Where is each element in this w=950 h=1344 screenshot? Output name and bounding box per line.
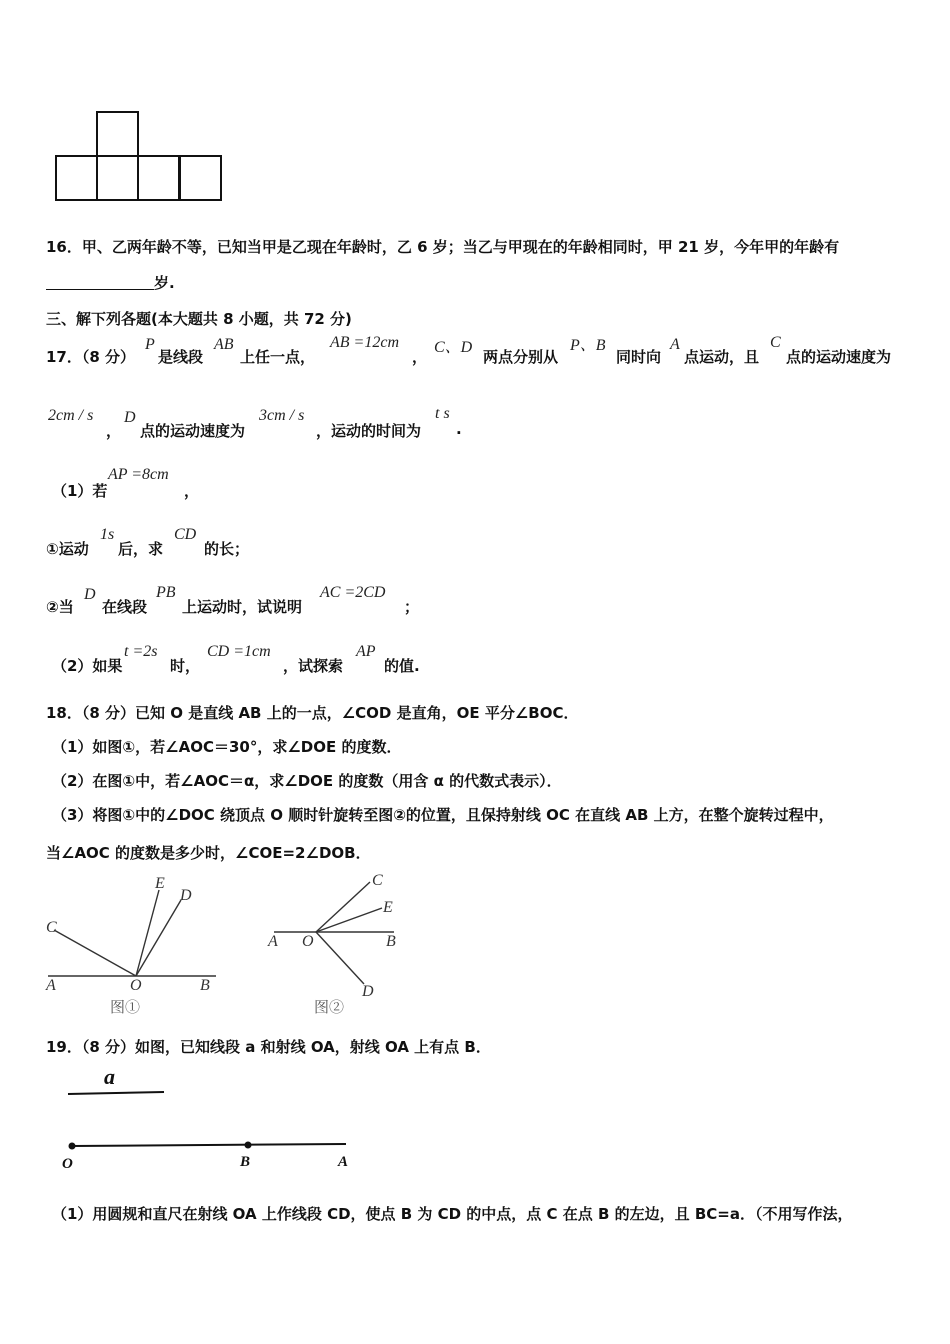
figure-2-caption: 图② <box>314 1000 345 1016</box>
label-D: D <box>180 887 192 904</box>
ray-OC <box>316 882 370 932</box>
math-D: D <box>124 409 136 426</box>
q17-sub1-end: ， <box>184 482 200 500</box>
q17-text-5: 同时向 <box>616 348 662 366</box>
math-AP-8cm: AP =8cm <box>108 466 169 483</box>
q18-sub3-line1: （3）将图①中的∠DOC 绕顶点 O 顺时针旋转至图②的位置，且保持射线 OC 在直线 AB 上方，在整个旋转过程中， <box>52 806 834 824</box>
math-1s: 1s <box>100 526 115 543</box>
q17-text-6: 点运动，且 <box>684 348 760 366</box>
ray-OA <box>72 1144 346 1146</box>
math-t-2s: t =2s <box>124 643 158 660</box>
label-E: E <box>383 899 393 916</box>
label-O: O <box>130 977 142 994</box>
math-AP: AP <box>356 643 376 660</box>
math-speed-d: 3cm / s <box>259 407 305 424</box>
q19-title: 19．（8 分）如图，已知线段 a 和射线 OA，射线 OA 上有点 B． <box>46 1038 491 1056</box>
point-B <box>245 1142 252 1149</box>
math-CD: CD <box>174 526 197 543</box>
ray-OE <box>136 890 159 976</box>
math-AC-2CD: AC =2CD <box>320 584 386 601</box>
q17-text-9: ，运动的时间为 <box>316 422 422 440</box>
q17-c2-b: 在线段 <box>102 598 148 616</box>
label-O: O <box>62 1156 73 1172</box>
q16-unit: 岁. <box>154 274 175 292</box>
q17-sub2-c: ，试探索 <box>283 657 344 675</box>
q17-sub2-a: （2）如果 <box>52 657 123 675</box>
math-PB: PB <box>156 584 176 601</box>
ray-OA-figure <box>50 1130 370 1174</box>
point-O <box>69 1143 76 1150</box>
figure-1 <box>40 868 230 1020</box>
q17-text-10: . <box>456 420 462 438</box>
math-D-2: D <box>84 586 96 603</box>
ray-OE <box>316 908 382 932</box>
label-A: A <box>338 1154 349 1170</box>
segment-a-label: a <box>104 1064 115 1089</box>
math-P-B: P、B <box>570 337 606 354</box>
q19-sub1: （1）用圆规和直尺在射线 OA 上作线段 CD，使点 B 为 CD 的中点，点 C 在点 B 的左边，且 BC=a．（不用写作法， <box>52 1205 853 1223</box>
math-AB: AB <box>214 336 234 353</box>
section-3-title: 三、解下列各题(本大题共 8 小题，共 72 分) <box>46 310 352 328</box>
label-B: B <box>200 977 210 994</box>
figure-1-caption: 图① <box>110 1000 141 1016</box>
math-speed-c: 2cm / s <box>48 407 94 424</box>
q18-sub2: （2）在图①中，若∠AOC＝α，求∠DOE 的度数（用含 α 的代数式表示）． <box>52 772 562 790</box>
q17-text-2: 是线段 <box>158 348 204 366</box>
segment-a <box>68 1092 164 1094</box>
q17-sub1-label: （1）若 <box>52 482 108 500</box>
ray-OD <box>136 900 181 976</box>
q17-c1-a: ①运动 <box>46 540 89 558</box>
question-16-line2 <box>46 272 175 293</box>
label-E: E <box>155 875 165 892</box>
segment-a-figure <box>60 1062 180 1102</box>
label-C: C <box>46 919 57 936</box>
math-AB-length: AB =12cm <box>330 334 399 351</box>
answer-blank <box>46 275 154 290</box>
q17-sub2-d: 的值. <box>384 657 420 675</box>
label-A: A <box>268 933 278 950</box>
label-B: B <box>240 1154 251 1170</box>
q17-c2-a: ②当 <box>46 598 74 616</box>
math-C: C <box>770 334 781 351</box>
q17-text-3: 上任一点， <box>240 348 316 366</box>
ray-OC <box>54 930 136 976</box>
q17-c1-b: 后，求 <box>118 540 164 558</box>
figure-2 <box>262 868 422 1020</box>
q17-c2-end: ； <box>404 598 420 616</box>
q17-text-4: 两点分别从 <box>483 348 559 366</box>
math-P: P <box>145 336 155 353</box>
q17-text-7: 点的运动速度为 <box>786 348 892 366</box>
label-C: C <box>372 872 383 889</box>
label-A: A <box>46 977 56 994</box>
q17-number: 17．（8 分） <box>46 348 136 366</box>
q17-comma-2: ， <box>106 422 122 440</box>
q18-sub1: （1）如图①，若∠AOC＝30°，求∠DOE 的度数． <box>52 738 402 756</box>
q18-title: 18．（8 分）已知 O 是直线 AB 上的一点，∠COD 是直角，OE 平分∠BOC． <box>46 704 579 722</box>
q17-sub2-b: 时， <box>170 657 201 675</box>
q17-c2-c: 上运动时，试说明 <box>182 598 303 616</box>
math-CD-1cm: CD =1cm <box>207 643 271 660</box>
question-16-line1: 16．甲、乙两年龄不等，已知当甲是乙现在年龄时，乙 6 岁；当乙与甲现在的年龄相同时，甲 21 岁，今年甲的年龄有 <box>46 238 840 256</box>
math-t: t s <box>435 405 450 422</box>
ray-OD <box>316 932 364 984</box>
q17-comma-1: ， <box>412 348 428 366</box>
math-C-D: C、D <box>434 339 473 356</box>
q17-c1-c: 的长； <box>204 540 250 558</box>
label-D: D <box>362 983 374 1000</box>
label-O: O <box>302 933 314 950</box>
cube-net-figure <box>50 108 230 206</box>
q17-text-8: 点的运动速度为 <box>140 422 246 440</box>
label-B: B <box>386 933 396 950</box>
q18-sub3-line2: 当∠AOC 的度数是多少时，∠COE=2∠DOB． <box>46 844 371 862</box>
math-A: A <box>670 336 680 353</box>
